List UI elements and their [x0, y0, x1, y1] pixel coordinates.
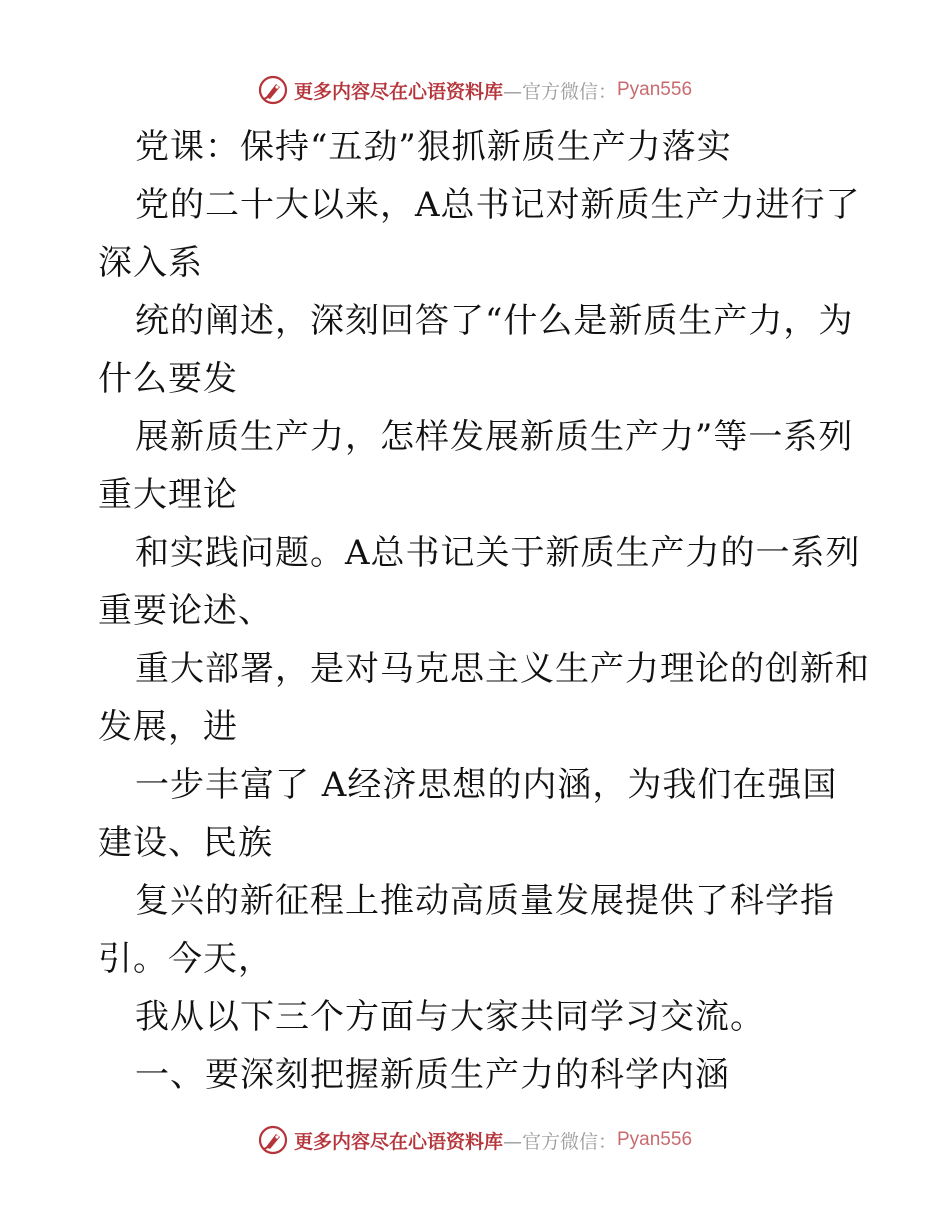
watermark-banner-bottom [0, 1120, 950, 1160]
document-body [98, 118, 870, 1104]
text-line: 展新质生产力，怎样发展新质生产力”等一系列 [135, 417, 854, 457]
pen-nib-logo-icon [258, 75, 288, 105]
pen-nib-logo-icon [258, 1125, 288, 1155]
text-line: 我从以下三个方面与大家共同学习交流。 [135, 997, 765, 1037]
watermark-separator-text: —官方微信： [502, 1130, 617, 1153]
watermark-separator-text: —官方微信： [502, 80, 617, 103]
document-title: 党课：保持“五劲”狠抓新质生产力落实 [135, 127, 732, 167]
watermark-main-text: 更多内容尽在心语资料库 [293, 1130, 503, 1153]
text-line: 引。今天， [98, 939, 273, 979]
text-line: 复兴的新征程上推动高质量发展提供了科学指 [135, 881, 835, 921]
section-heading: 一、要深刻把握新质生产力的科学内涵 [135, 1055, 730, 1095]
text-line: 重要论述、 [98, 591, 273, 631]
text-line: 建设、民族 [98, 823, 273, 863]
watermark-main-text: 更多内容尽在心语资料库 [293, 80, 503, 103]
text-line: 发展，进 [98, 707, 238, 747]
text-line: 重大理论 [98, 475, 238, 515]
text-line: 一步丰富了 A经济思想的内涵，为我们在强国 [135, 765, 838, 805]
watermark-banner-top [0, 70, 950, 110]
watermark-wechat-id: Pyan556 [617, 1129, 693, 1150]
text-line: 什么要发 [98, 359, 238, 399]
text-line: 重大部署，是对马克思主义生产力理论的创新和 [135, 649, 870, 689]
watermark-wechat-id: Pyan556 [617, 79, 693, 100]
text-line: 党的二十大以来，A总书记对新质生产力进行了 [135, 185, 861, 225]
text-line: 深入系 [98, 243, 203, 283]
text-line: 和实践问题。A总书记关于新质生产力的一系列 [135, 533, 861, 573]
text-line: 统的阐述，深刻回答了“什么是新质生产力，为 [135, 301, 854, 341]
